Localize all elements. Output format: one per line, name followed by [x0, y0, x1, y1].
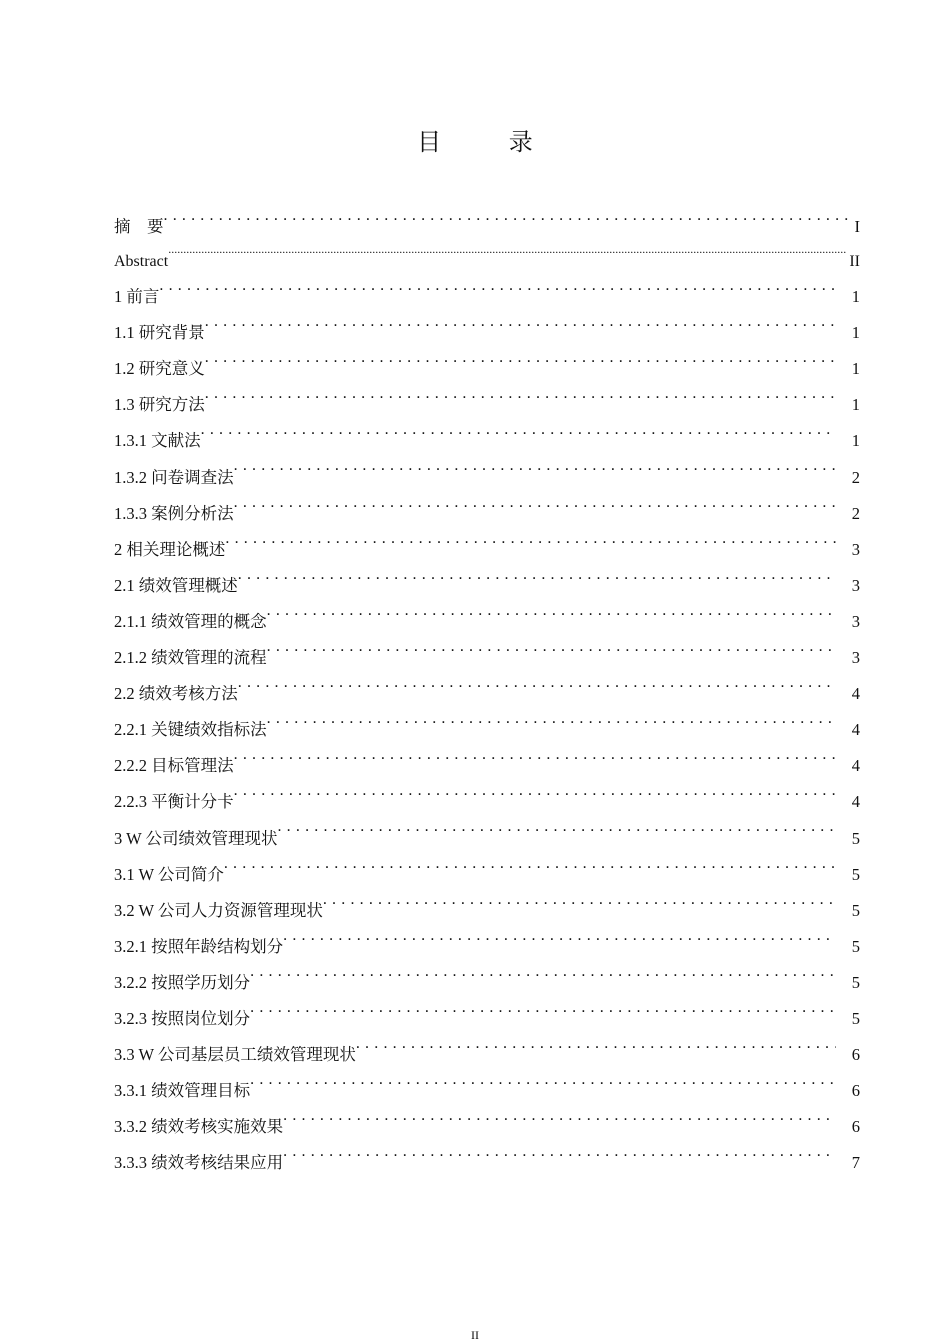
toc-leader-dots: [234, 787, 836, 807]
toc-entry-label: 2.1.2 绩效管理的流程: [114, 648, 267, 668]
toc-leader-dots: [224, 860, 836, 880]
toc-entry-label: 3.2 W 公司人力资源管理现状: [114, 900, 323, 920]
toc-leader-dots: [234, 751, 836, 771]
toc-entry-page: 5: [851, 900, 860, 920]
toc-entry-page: 6: [851, 1045, 860, 1065]
toc-entry[interactable]: [114, 387, 860, 423]
toc-entry-label: 1.3 研究方法: [114, 395, 205, 415]
toc-entry-page: 3: [851, 648, 860, 668]
toc-entry-label: 2.1 绩效管理概述: [114, 575, 238, 595]
toc-entry-label: 1.2 研究意义: [114, 359, 205, 379]
toc-leader-dots: [238, 571, 836, 591]
toc-entry[interactable]: [114, 315, 860, 351]
toc-entry-label: Abstract: [114, 253, 169, 271]
toc-entry-abstract-cn[interactable]: [114, 209, 860, 245]
toc-entry-label: 3.3.3 绩效考核结果应用: [114, 1153, 284, 1173]
toc-entry[interactable]: [114, 532, 860, 568]
toc-leader-dots: [225, 535, 836, 555]
toc-entry-label: 1.3.1 文献法: [114, 431, 201, 451]
toc-entry-label: 3.3.2 绩效考核实施效果: [114, 1117, 284, 1137]
toc-leader-dots: [159, 282, 836, 302]
toc-leader-dots: [234, 499, 836, 519]
toc-entry-label: 3.3 W 公司基层员工绩效管理现状: [114, 1045, 356, 1065]
toc-leader-dots: [250, 968, 836, 988]
toc-leader-dots: [205, 390, 836, 410]
toc-leader-dots: [205, 354, 836, 374]
toc-entry-page: I: [854, 217, 860, 236]
toc-entry[interactable]: [114, 1109, 860, 1145]
toc-entry-page: 5: [851, 828, 860, 848]
toc-entry-page: 5: [851, 864, 860, 884]
page-title: 目 录: [417, 128, 563, 156]
toc-entry-abstract-en[interactable]: [114, 245, 860, 279]
toc-leader-dots: [283, 932, 836, 952]
toc-entry-label: 1.1 研究背景: [114, 323, 205, 343]
toc-entry[interactable]: [114, 351, 860, 387]
toc-entry[interactable]: [114, 1001, 860, 1037]
toc-entry-page: 1: [851, 395, 860, 415]
toc-entry[interactable]: [114, 568, 860, 604]
toc-entry[interactable]: [114, 712, 860, 748]
toc-leader-dots: [283, 1148, 836, 1168]
toc-entry-label: 3.2.3 按照岗位划分: [114, 1008, 251, 1028]
toc-entry-label: 1.3.2 问卷调查法: [114, 467, 234, 487]
toc-leader-dots: [201, 426, 836, 446]
toc-entry-page: II: [849, 253, 860, 271]
toc-entry-page: 1: [851, 359, 860, 379]
toc-entry-page: 4: [851, 684, 860, 704]
toc-entry-label: 3.1 W 公司简介: [114, 864, 224, 884]
toc-entry-page: 4: [851, 792, 860, 812]
toc-leader-dots: [267, 643, 836, 663]
toc-entry[interactable]: [114, 821, 860, 857]
toc-leader-dots: [356, 1040, 836, 1060]
toc-leader-dots: [205, 318, 836, 338]
toc-entry-label: 2.2.2 目标管理法: [114, 756, 234, 776]
toc-entry[interactable]: [114, 279, 860, 315]
table-of-contents: [114, 209, 860, 1181]
toc-entry[interactable]: [114, 1145, 860, 1181]
toc-entry[interactable]: [114, 965, 860, 1001]
toc-entry-label: 2.2 绩效考核方法: [114, 684, 238, 704]
toc-entry-page: 3: [851, 575, 860, 595]
toc-entry[interactable]: [114, 1037, 860, 1073]
toc-entry-page: 6: [851, 1081, 860, 1101]
toc-entry-page: 1: [851, 323, 860, 343]
toc-entry-page: 4: [851, 720, 860, 740]
toc-entry-page: 7: [851, 1153, 860, 1173]
toc-entry[interactable]: [114, 857, 860, 893]
toc-entry[interactable]: [114, 460, 860, 496]
toc-leader-dots: [283, 1112, 836, 1132]
toc-leader-dots: [238, 679, 836, 699]
toc-entry[interactable]: [114, 604, 860, 640]
toc-entry[interactable]: [114, 784, 860, 820]
toc-leader-dots: [234, 463, 836, 483]
toc-entry-page: 2: [851, 467, 860, 487]
toc-entry-page: 5: [851, 972, 860, 992]
toc-entry-page: 1: [851, 287, 860, 307]
toc-entry[interactable]: [114, 893, 860, 929]
toc-leader-dots: [277, 824, 836, 844]
toc-entry-label: 1.3.3 案例分析法: [114, 503, 234, 523]
toc-entry-label: 3.2.1 按照年龄结构划分: [114, 936, 284, 956]
toc-entry[interactable]: [114, 748, 860, 784]
toc-entry-label: 3.3.1 绩效管理目标: [114, 1081, 251, 1101]
toc-entry-page: 1: [851, 431, 860, 451]
toc-leader-dots: [250, 1004, 836, 1024]
toc-entry-page: 2: [851, 503, 860, 523]
toc-entry-label: 摘 要: [114, 217, 164, 236]
toc-entry[interactable]: [114, 1073, 860, 1109]
toc-entry-page: 3: [851, 611, 860, 631]
toc-entry[interactable]: [114, 640, 860, 676]
toc-entry-label: 2 相关理论概述: [114, 539, 226, 559]
toc-entry-page: 3: [851, 539, 860, 559]
toc-entry[interactable]: [114, 929, 860, 965]
toc-leader-dots: [267, 715, 836, 735]
toc-entry-page: 4: [851, 756, 860, 776]
toc-leader-dots: [323, 896, 836, 916]
toc-leader-dots: [164, 212, 849, 232]
toc-leader-dots: [168, 246, 847, 266]
toc-entry[interactable]: [114, 496, 860, 532]
toc-leader-dots: [267, 607, 836, 627]
toc-entry-page: 5: [851, 936, 860, 956]
toc-entry[interactable]: [114, 423, 860, 459]
toc-entry-label: 3.2.2 按照学历划分: [114, 972, 251, 992]
toc-entry-label: 2.2.1 关键绩效指标法: [114, 720, 267, 740]
page-number-footer: II: [471, 1328, 479, 1342]
toc-entry-label: 1 前言: [114, 287, 160, 307]
toc-entry-label: 2.1.1 绩效管理的概念: [114, 611, 267, 631]
toc-entry-page: 5: [851, 1008, 860, 1028]
toc-entry-label: 3 W 公司绩效管理现状: [114, 828, 278, 848]
toc-leader-dots: [250, 1076, 836, 1096]
toc-entry-page: 6: [851, 1117, 860, 1137]
toc-entry-label: 2.2.3 平衡计分卡: [114, 792, 234, 812]
toc-entry[interactable]: [114, 676, 860, 712]
